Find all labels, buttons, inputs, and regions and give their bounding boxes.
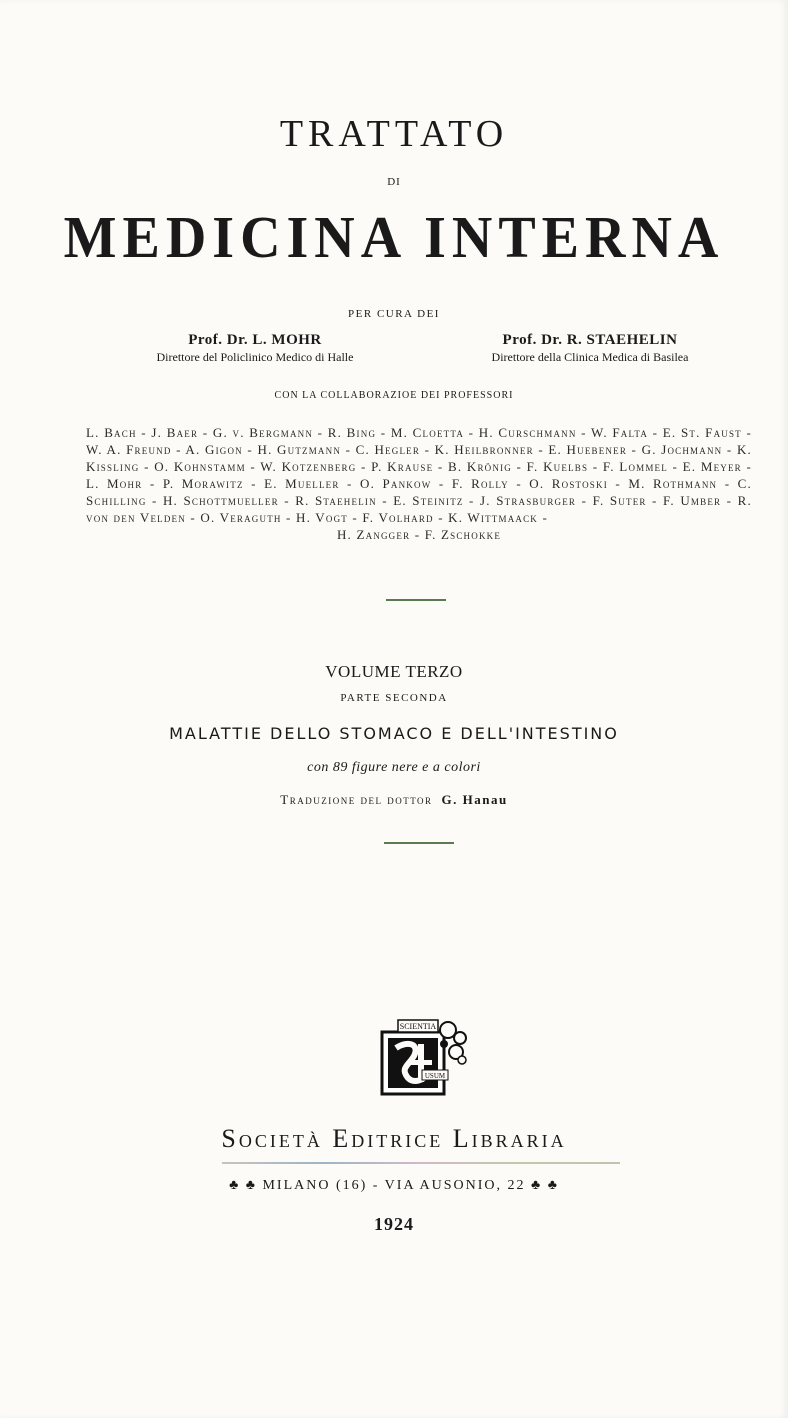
- editor-name: Prof. Dr. L. MOHR: [188, 332, 322, 348]
- translation-label: Traduzione del dottor: [280, 792, 433, 807]
- title-connector: DI: [387, 176, 401, 188]
- title-trattato: TRATTATO: [279, 113, 509, 155]
- publication-year: 1924: [374, 1214, 414, 1234]
- figures-note: con 89 figure nere e a colori: [307, 760, 481, 775]
- collaborators-text: L. Bach - J. Baer - G. v. Bergmann - R. Bing - M. Cloetta - H. Curschmann - W. Falta - E. St. Faust - W. A. Freund - A. Gigon - H. Gutzmann - C. Hegler - K. Heilbronner - E. Huebener - G. Jochmann - K. Kissling - O. Kohnstamm - W. Kotzenberg - P. Krause - B. Krönig - F. Kuelbs - F. Lommel - E. Meyer - L. Mohr - P. Morawitz - E. Mueller - O. Pankow - F. Rolly - O. Rostoski - M. Rothmann - C. Schilling - H. Schottmueller - R. Staehelin - E. Steinitz - J. Strasburger - F. Suter - F. Umber - R. von den Velden - O. Veraguth - H. Vogt - F. Volhard - K. Wittmaack -: [86, 425, 752, 525]
- editors-intro: PER CURA DEI: [348, 308, 440, 320]
- collaborators-last-line: H. Zangger - F. Zschokke: [336, 527, 502, 542]
- editor-role: Direttore della Clinica Medica di Basilea: [491, 350, 689, 364]
- editor-name: Prof. Dr. R. STAEHELIN: [502, 332, 678, 348]
- divider-rule: [386, 599, 446, 601]
- collaborators-intro: CON LA COLLABORAZIOE DEI PROFESSORI: [274, 390, 514, 401]
- translation-credit: [0, 792, 788, 808]
- editor-staehelin: [440, 332, 740, 365]
- publisher-name: Società Editrice Libraria: [221, 1124, 567, 1153]
- svg-text:SCIENTIA: SCIENTIA: [399, 1022, 437, 1031]
- publisher-address: ♣ ♣ MILANO (16) - VIA AUSONIO, 22 ♣ ♣: [229, 1178, 559, 1193]
- collaborators-list: [86, 424, 752, 543]
- main-title: MEDICINA INTERNA: [63, 205, 725, 271]
- publisher-emblem-icon: [378, 1014, 470, 1098]
- editor-mohr: [100, 332, 410, 365]
- volume-part: PARTE SECONDA: [340, 692, 448, 704]
- divider-rule: [384, 842, 454, 844]
- translator-name: G. Hanau: [441, 792, 508, 807]
- editor-role: Direttore del Policlinico Medico di Halle: [156, 350, 354, 364]
- svg-text:USUM: USUM: [424, 1072, 446, 1080]
- publisher-rule: [222, 1162, 620, 1164]
- volume-label: VOLUME TERZO: [325, 662, 463, 681]
- volume-subject: MALATTIE DELLO STOMACO E DELL'INTESTINO: [169, 724, 619, 743]
